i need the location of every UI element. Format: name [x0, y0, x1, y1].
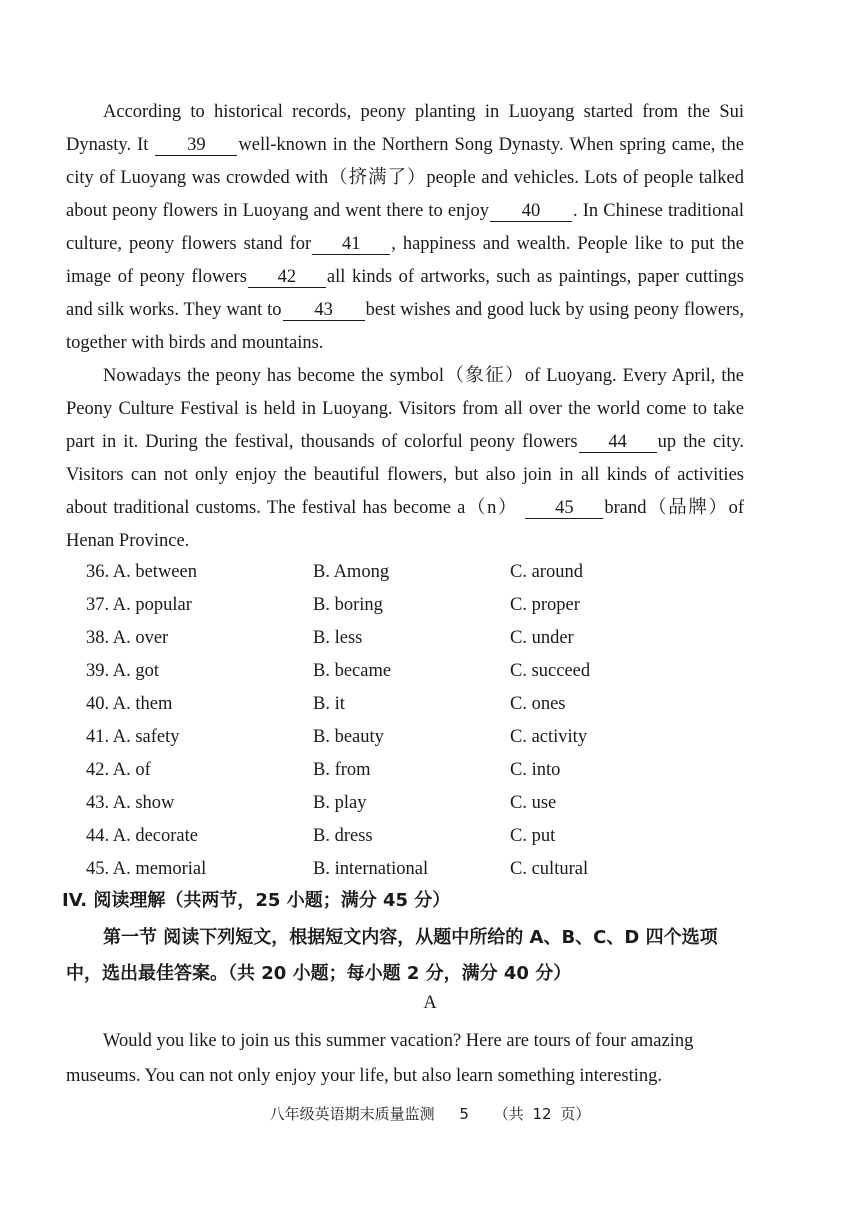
blank-41: 41 [312, 234, 390, 255]
option-b: B. from [313, 760, 371, 780]
passage-text: best wishes and good luck by using peony flowers, together with birds and mountains. [66, 300, 744, 353]
blank-39: 39 [155, 135, 237, 156]
cloze-passage [66, 96, 744, 558]
passage-text: well-known in the Northern Song Dynasty. When spring came, the city of Luoyang was crowded with（挤满了）people and vehicles. Lots of people talked about peony flowers in Luoyang and went there to enjoy [66, 135, 744, 221]
option-row-43 [0, 793, 860, 826]
passage-text: . In Chinese traditional culture, peony flowers stand for [66, 201, 744, 254]
passage-text: brand（品牌）of Henan Province. [66, 498, 744, 551]
cloze-paragraph-2 [66, 360, 744, 558]
option-c: C. activity [510, 727, 588, 747]
option-a: 44. A. decorate [86, 826, 198, 846]
option-c: C. use [510, 793, 557, 813]
passage-text: According to historical records, peony planting in Luoyang started from the Sui Dynasty. It [66, 102, 744, 155]
blank-43: 43 [283, 300, 365, 321]
option-a: 38. A. over [86, 628, 169, 648]
option-row-40 [0, 694, 860, 727]
option-row-42 [0, 760, 860, 793]
page-footer [0, 1103, 860, 1124]
passage-text: all kinds of artworks, such as paintings, paper cuttings and silk works. They want to [66, 267, 744, 320]
cloze-paragraph-1 [66, 96, 744, 360]
blank-44: 44 [579, 432, 657, 453]
option-a: 43. A. show [86, 793, 175, 813]
option-b: B. less [313, 628, 363, 648]
footer-title: 八年级英语期末质量监测 [269, 1105, 435, 1123]
blank-40: 40 [490, 201, 572, 222]
option-b: B. Among [313, 562, 390, 582]
option-b: B. international [313, 859, 429, 879]
option-row-41 [0, 727, 860, 760]
option-b: B. beauty [313, 727, 384, 747]
passage-text: , happiness and wealth. People like to put the image of peony flowers [66, 234, 744, 287]
option-a: 37. A. popular [86, 595, 192, 615]
option-a: 39. A. got [86, 661, 159, 681]
option-row-36 [0, 562, 860, 595]
option-c: C. under [510, 628, 574, 648]
option-row-44 [0, 826, 860, 859]
blank-45: 45 [525, 498, 603, 519]
option-b: B. it [313, 694, 345, 714]
passage-text: Nowadays the peony has become the symbol（象征）of Luoyang. Every April, the Peony Culture Festival is held in Luoyang. Visitors from all over the world come to take part in it. During the festival, thousands of colorful peony flowers [66, 366, 744, 452]
option-a: 41. A. safety [86, 727, 180, 747]
blank-42: 42 [248, 267, 326, 288]
option-b: B. play [313, 793, 367, 813]
page-total: （共 12 页） [493, 1105, 591, 1123]
passage-text: Would you like to join us this summer vacation? Here are tours of four amazing museums. You can not only enjoy your life, but also learn something interesting. [66, 1031, 694, 1086]
option-row-38 [0, 628, 860, 661]
option-c: C. succeed [510, 661, 591, 681]
passage-letter: A [423, 993, 437, 1013]
passage-text: up the city. Visitors can not only enjoy the beautiful flowers, but also join in all kinds of activities about traditional customs. The festival has become a（n） [66, 432, 745, 518]
option-c: C. put [510, 826, 556, 846]
option-a: 45. A. memorial [86, 859, 207, 879]
option-row-37 [0, 595, 860, 628]
option-c: C. proper [510, 595, 580, 615]
option-a: 36. A. between [86, 562, 197, 582]
option-b: B. became [313, 661, 392, 681]
section-instruction: 第一节 阅读下列短文，根据短文内容，从题中所给的 A、B、C、D 四个选项中，选出最佳答案。（共 20 小题；每小题 2 分，满分 40 分） [66, 927, 718, 984]
option-c: C. around [510, 562, 583, 582]
option-row-39 [0, 661, 860, 694]
page-number: 5 [459, 1105, 469, 1123]
option-b: B. dress [313, 826, 373, 846]
reading-passage-intro [66, 1024, 726, 1094]
option-c: C. into [510, 760, 561, 780]
option-b: B. boring [313, 595, 383, 615]
section-title: IV. 阅读理解（共两节，25 小题；满分 45 分） [62, 890, 451, 911]
option-c: C. ones [510, 694, 566, 714]
option-a: 42. A. of [86, 760, 151, 780]
option-a: 40. A. them [86, 694, 173, 714]
option-c: C. cultural [510, 859, 589, 879]
